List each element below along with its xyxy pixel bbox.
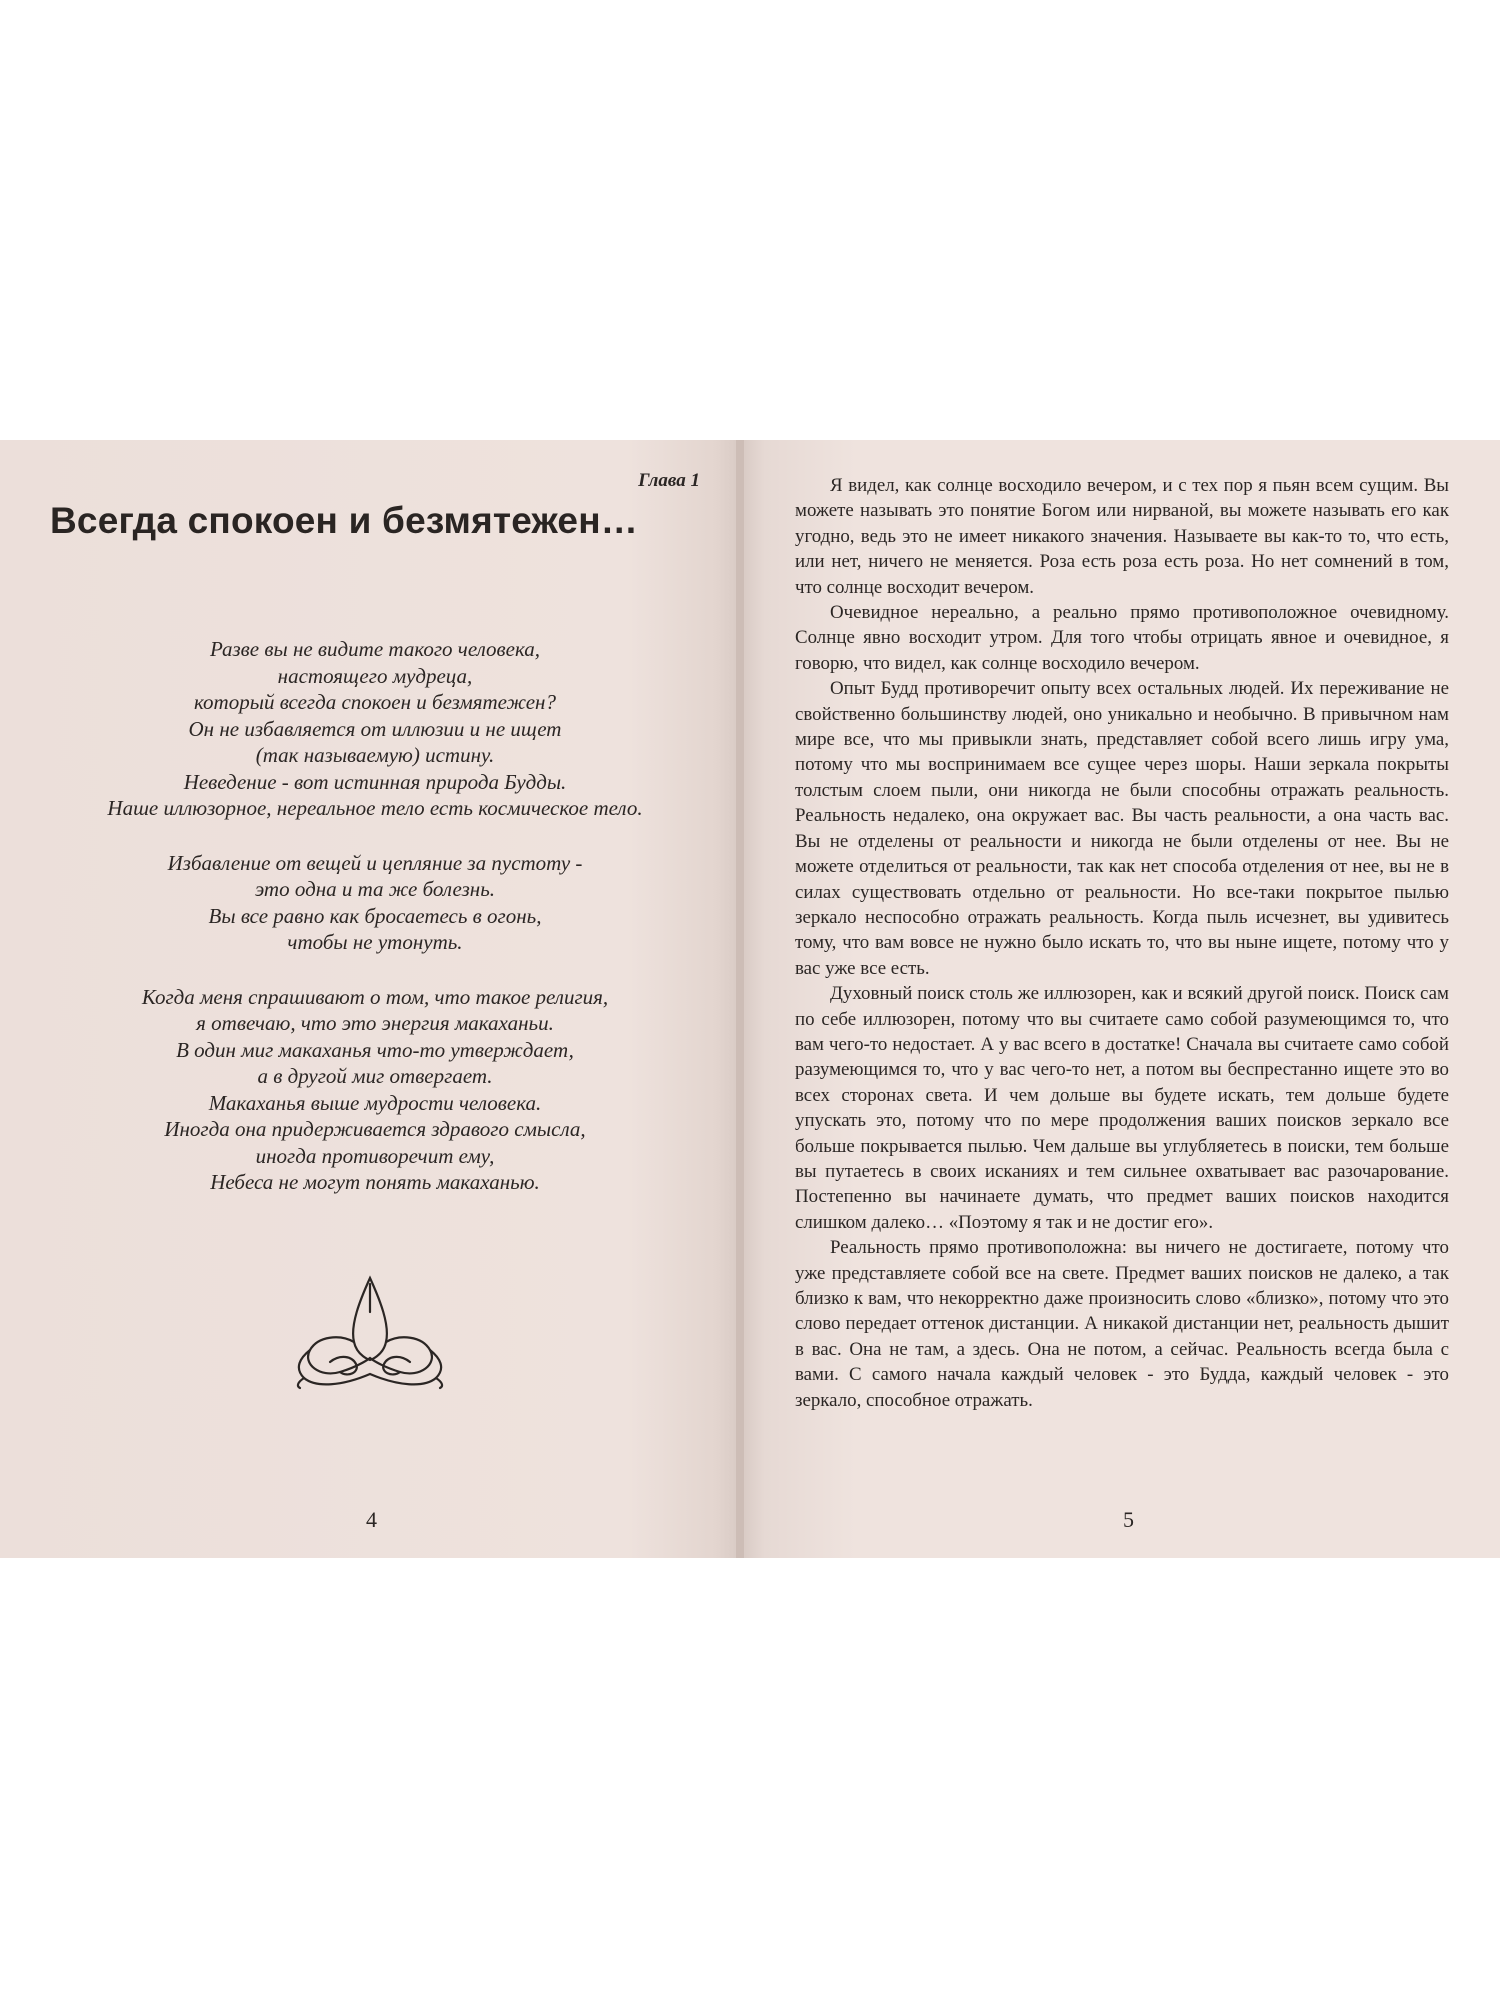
epigraph-line: Когда меня спрашивают о том, что такое религия, [141, 984, 609, 1009]
flourish-ornament-icon [290, 1270, 450, 1395]
epigraph-line: иногда противоречит ему, [255, 1143, 495, 1168]
epigraph-line: Он не избавляется от иллюзии и не ищет [188, 716, 562, 741]
paragraph: Опыт Будд противоречит опыту всех остальных людей. Их переживание не свойственно большинству людей, оно уникально и необычно. В привычном нам мире все, что мы привыкли знать, представляет собой всего лишь игру ума, потому что мы воспринимаем все сущее через шоры. Наши зеркала покрыты толстым слоем пыли, они никогда не были способны отражать реальность. Реальность недалеко, она окружает вас. Вы часть реальности, а она часть вас. Вы не отделены от реальности и никогда не были отделены от нее. Вы не можете отделиться от реальности, так как нет способа отделения от нее, вы не в силах существовать отдельно от реальности. Но все-таки покрытое пылью зеркало неспособно отражать реальность. Когда пыль исчезнет, вы удивитесь тому, что вам вовсе не нужно было искать то, что вы ныне ищете, потому что у вас уже все есть. [795, 678, 1449, 979]
page-number-left: 4 [366, 1507, 377, 1532]
epigraph-line: Неведение - вот истинная природа Будды. [183, 769, 567, 794]
paragraph: Реальность прямо противоположна: вы ничего не достигаете, потому что уже представляете собой все на свете. Предмет ваших поисков не далеко, а так близко к вам, что некорректно даже произносить слово «близко», потому что это слово передает оттенок дистанции. А никакой дистанции нет, реальность дышит в вас. Она не там, а здесь. Она не потом, а сейчас. Реальность всегда была с вами. С самого начала каждый человек - это Будда, каждый человек - это зеркало, способное отражать. [795, 1237, 1449, 1411]
epigraph-line: Небеса не могут понять макаханью. [210, 1170, 540, 1194]
epigraph-line: Наше иллюзорное, нереальное тело есть космическое тело. [107, 796, 643, 820]
epigraph-line: Разве вы не видите такого человека, [209, 637, 541, 661]
epigraph-line: Иногда она придерживается здравого смысла, [164, 1117, 586, 1141]
epigraph-line: чтобы не утонуть. [287, 930, 463, 954]
epigraph-line: это одна и та же болезнь. [254, 877, 496, 901]
epigraph [40, 636, 710, 1224]
paragraph: Я видел, как солнце восходило вечером, и с тех пор я пьян всем сущим. Вы можете называть это понятие Богом или нирваной, вы можете называть его как угодно, ведь это не имеет никакого значения. Называете вы как-то то, что есть, или нет, ничего не меняется. Роза есть роза есть роза. Но нет сомнений в том, что солнце восходит вечером. [795, 475, 1449, 598]
book-gutter [736, 440, 744, 1558]
epigraph-stanza [40, 850, 710, 956]
epigraph-line: а в другой миг отвергает. [257, 1064, 493, 1088]
body-text [795, 473, 1449, 1413]
epigraph-line: Избавление от вещей и цепляние за пустоту - [167, 850, 583, 875]
epigraph-line: который всегда спокоен и безмятежен? [194, 690, 556, 714]
epigraph-line: Макаханья выше мудрости человека. [208, 1090, 542, 1115]
epigraph-line: я отвечаю, что это энергия макаханьи. [196, 1011, 554, 1035]
epigraph-stanza [40, 636, 710, 822]
chapter-label: Глава 1 [638, 470, 700, 491]
epigraph-line: Вы все равно как бросаетесь в огонь, [208, 903, 542, 928]
epigraph-stanza [40, 984, 710, 1196]
chapter-title: Всегда спокоен и безмятежен… [50, 500, 638, 541]
epigraph-line: настоящего мудреца, [277, 663, 473, 688]
page-number-right: 5 [1123, 1507, 1134, 1532]
epigraph-line: В один миг макаханья что-то утверждает, [176, 1037, 574, 1062]
paragraph: Очевидное нереально, а реально прямо противоположное очевидному. Солнце явно восходит утром. Для того чтобы отрицать явное и очевидное, я говорю, что видел, как солнце восходило вечером. [795, 602, 1449, 674]
epigraph-line: (так называемую) истину. [255, 743, 495, 767]
paragraph: Духовный поиск столь же иллюзорен, как и всякий другой поиск. Поиск сам по себе иллюзорен, потому что вы считаете само собой разумеющимся то, что вам чего-то недостает. А у вас всего в достатке! Сначала вы считаете само собой разумеющимся то, что у вас чего-то нет, а потом вы беспрестанно ищете это во всех сторонах света. И чем дольше вы будете искать, тем дольше будете упускать это, потому что по мере продолжения ваших поисков зеркало все больше покрывается пылью. Чем дальше вы углубляетесь в поиски, тем больше вы путаетесь в своих исканиях и тем сильнее охватывает вас разочарование. Постепенно вы начинаете думать, что предмет ваших поисков находится слишком далеко… «Поэтому я так и не достиг его». [795, 983, 1449, 1233]
